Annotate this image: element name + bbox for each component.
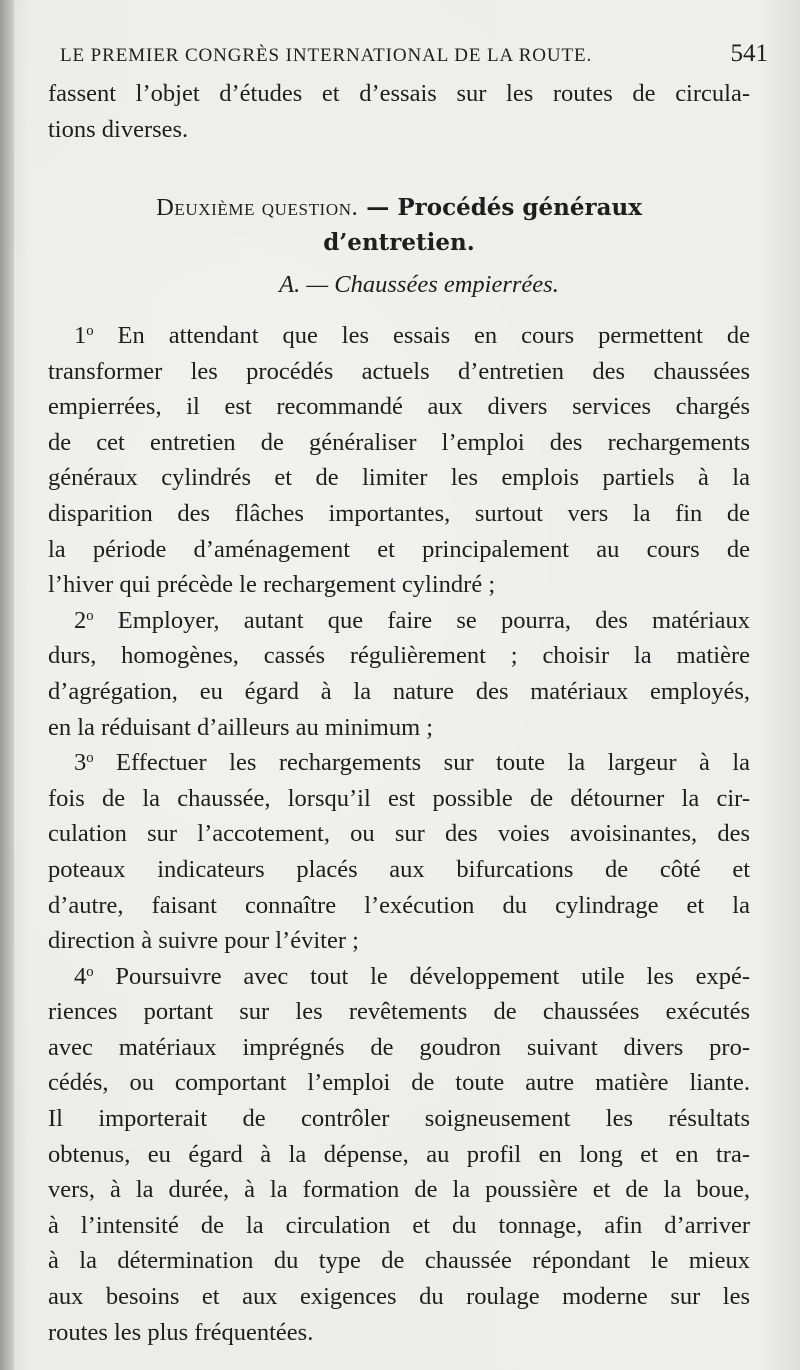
text-line bbox=[48, 603, 750, 639]
text-line: Il importerait de contrôler soigneusement les résultats bbox=[48, 1105, 750, 1133]
text-line: aux besoins et aux exigences du roulage moderne sur les bbox=[48, 1283, 750, 1311]
line-text: Employer, autant que faire se pourra, des matériaux bbox=[93, 606, 750, 634]
line-text: En attendant que les essais en cours permettent de bbox=[93, 322, 750, 349]
section-label: Deuxième question. bbox=[156, 194, 359, 221]
paragraph-4 bbox=[48, 959, 750, 1351]
text-line: fois de la chaussée, lorsqu’il est possible de détourner la cir- bbox=[48, 784, 750, 812]
subsection-dash: — bbox=[300, 271, 335, 298]
text-line: riences portant sur les revêtements de chaussées exécutés bbox=[48, 998, 750, 1026]
text-line bbox=[48, 318, 750, 354]
text-line: poteaux indicateurs placés aux bifurcations de côté et bbox=[48, 855, 750, 883]
ordinal-marker: o bbox=[86, 750, 94, 767]
line-text: Effectuer les rechargements sur toute la largeur à la bbox=[93, 749, 750, 777]
text-line: vers, à la durée, à la formation de la poussière et de la boue, bbox=[48, 1176, 750, 1204]
paragraph-1 bbox=[48, 318, 750, 603]
text-line: de cet entretien de généraliser l’emploi des rechargements bbox=[48, 428, 750, 456]
text-line: disparition des flâches importantes, surtout vers la fin de bbox=[48, 499, 750, 527]
text-line: à l’intensité de la circulation et du tonnage, afin d’arriver bbox=[48, 1211, 750, 1239]
text-line: la période d’aménagement et principalement au cours de bbox=[48, 535, 750, 563]
text-line bbox=[48, 745, 750, 781]
text-line: transformer les procédés actuels d’entretien des chaussées bbox=[48, 357, 750, 385]
text-line: routes les plus fréquentées. bbox=[48, 1318, 314, 1346]
subsection-title: Chaussées empierrées. bbox=[334, 271, 559, 298]
text-line: obtenus, eu égard à la dépense, au profil en long et en tra- bbox=[48, 1140, 750, 1168]
text-line: fassent l’objet d’études et d’essais sur les routes de circula- bbox=[48, 80, 750, 107]
paragraph-2 bbox=[48, 603, 750, 745]
text-line: en la réduisant d’ailleurs au minimum ; bbox=[48, 713, 434, 741]
ordinal-marker: o bbox=[86, 963, 94, 980]
line-text: Poursuivre avec tout le développement utile les expé- bbox=[93, 962, 750, 990]
text-line: l’hiver qui précède le rechargement cylindré ; bbox=[48, 571, 496, 599]
section-title-part2: d’entretien. bbox=[323, 229, 475, 256]
text-line: empierrées, il est recommandé aux divers services chargés bbox=[48, 393, 750, 421]
text-line: avec matériaux imprégnés de goudron suivant divers pro- bbox=[48, 1033, 750, 1061]
page-number: 541 bbox=[730, 40, 768, 67]
page-binding-edge bbox=[0, 0, 14, 1370]
section-dash: — bbox=[358, 194, 398, 221]
paragraph-3 bbox=[48, 745, 750, 959]
text-line: durs, homogènes, cassés régulièrement ; choisir la matière bbox=[48, 642, 750, 670]
text-line: tions diverses. bbox=[48, 115, 189, 143]
section-heading-continued bbox=[48, 225, 750, 261]
text-line: d’agrégation, eu égard à la nature des matériaux employés, bbox=[48, 677, 750, 705]
item-number: 1 bbox=[74, 322, 87, 349]
subsection-letter: A. bbox=[279, 271, 301, 298]
item-number: 3 bbox=[74, 749, 87, 777]
intro-paragraph bbox=[48, 76, 750, 147]
text-line: cédés, ou comportant l’emploi de toute autre matière liante. bbox=[48, 1069, 750, 1097]
running-title: LE PREMIER CONGRÈS INTERNATIONAL DE LA ROUTE. bbox=[60, 45, 593, 66]
subsection-heading bbox=[48, 267, 770, 303]
section-title-part1: Procédés généraux bbox=[397, 194, 642, 221]
text-line: à la détermination du type de chaussée répondant le mieux bbox=[48, 1247, 750, 1275]
text-line: direction à suivre pour l’éviter ; bbox=[48, 927, 359, 955]
ordinal-marker: o bbox=[86, 607, 94, 624]
article-paragraphs bbox=[48, 318, 750, 1350]
section-heading bbox=[48, 190, 750, 226]
running-header bbox=[60, 40, 768, 74]
text-line: d’autre, faisant connaître l’exécution du cylindrage et la bbox=[48, 891, 750, 919]
item-number: 2 bbox=[74, 606, 87, 634]
item-number: 4 bbox=[74, 962, 87, 990]
text-line: généraux cylindrés et de limiter les emplois partiels à la bbox=[48, 464, 750, 492]
text-line bbox=[48, 959, 750, 995]
text-line: culation sur l’accotement, ou sur des voies avoisinantes, des bbox=[48, 820, 750, 848]
ordinal-marker: o bbox=[86, 322, 94, 339]
